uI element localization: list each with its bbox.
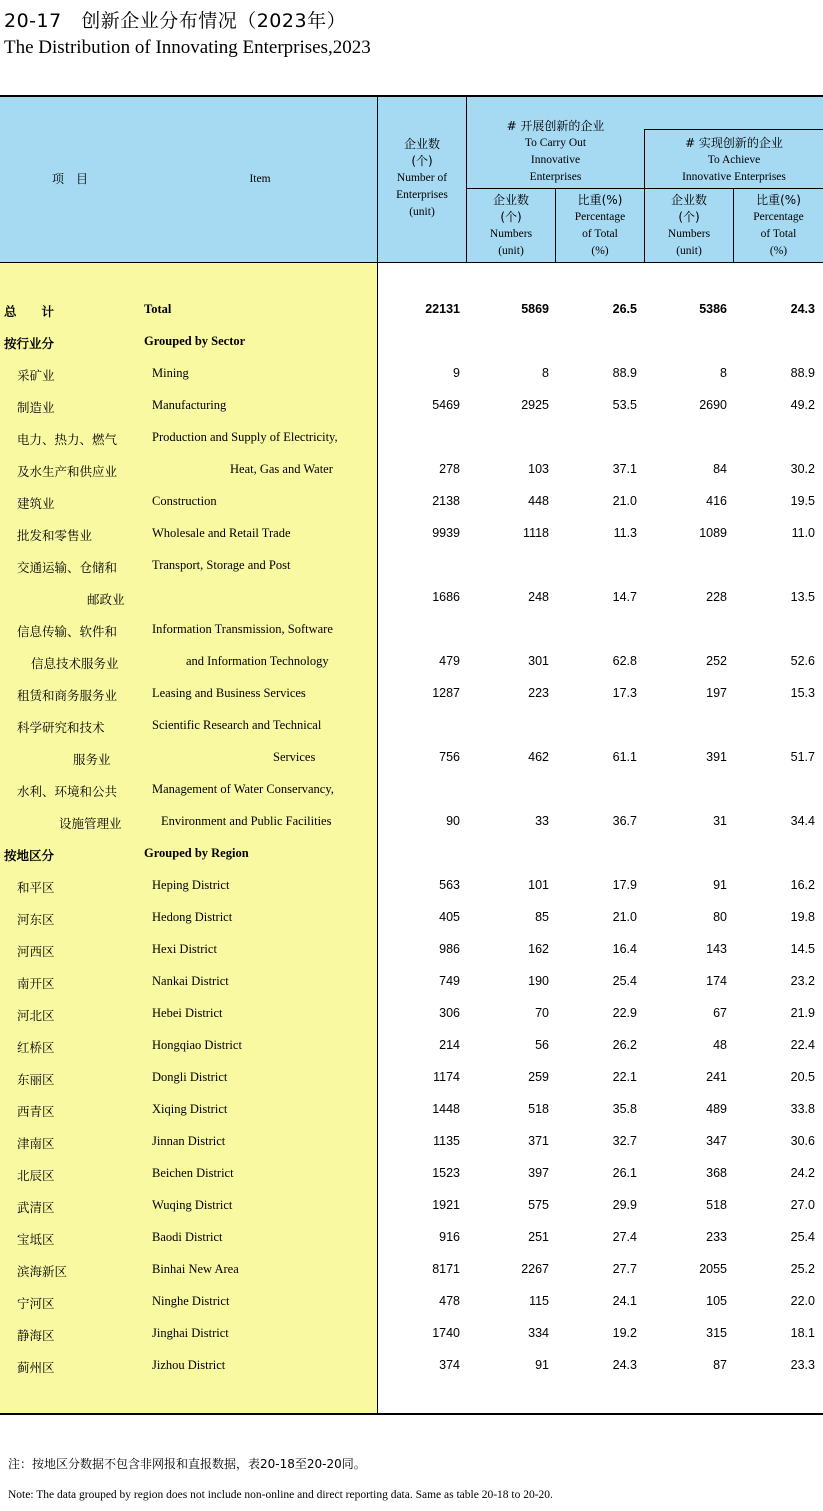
cell-carry-p: 88.9 — [612, 366, 637, 380]
cell-ach-n: 174 — [706, 974, 727, 988]
cell-carry-n: 371 — [528, 1134, 549, 1148]
row-label-cn: 按行业分 — [4, 336, 55, 351]
header-line: Innovative — [530, 154, 581, 166]
row-label-cn: 建筑业 — [17, 496, 55, 511]
cell-carry-p: 53.5 — [612, 398, 637, 412]
table-row — [0, 454, 823, 486]
cell-carry-p: 16.4 — [612, 942, 637, 956]
row-label-en: Management of Water Conservancy, — [152, 782, 334, 796]
cell-total: 749 — [439, 974, 460, 988]
row-label-cn: 电力、热力、燃气 — [17, 432, 118, 447]
header-line: of Total — [582, 228, 618, 240]
cell-carry-n: 251 — [528, 1230, 549, 1244]
row-label-en: Jizhou District — [152, 1358, 226, 1372]
row-label-en: Grouped by Region — [144, 846, 249, 860]
row-label-cn: 水利、环境和公共 — [17, 784, 118, 799]
header-line: of Total — [760, 228, 797, 240]
cell-carry-n: 2267 — [521, 1262, 549, 1276]
cell-carry-n: 575 — [528, 1198, 549, 1212]
row-label-en: Jinghai District — [152, 1326, 229, 1340]
header-line: 企业数 — [492, 193, 529, 207]
row-label-cn: 西青区 — [17, 1104, 55, 1119]
cell-ach-n: 8 — [720, 366, 727, 380]
cell-carry-p: 21.0 — [612, 494, 637, 508]
header-line: 比重(%) — [756, 193, 801, 207]
table-row — [0, 294, 823, 326]
row-label-en: Binhai New Area — [152, 1262, 239, 1276]
footnote-en: Note: The data grouped by region does not include non-online and direct reporting data. Same as table 20-18 to 20-20. — [8, 1489, 553, 1501]
table-row — [0, 1318, 823, 1350]
cell-carry-n: 115 — [529, 1294, 549, 1308]
cell-ach-p: 24.3 — [790, 302, 815, 316]
cell-ach-n: 80 — [713, 910, 727, 924]
row-label-cn: 北辰区 — [17, 1168, 55, 1183]
header-line: Enterprises — [396, 189, 448, 201]
cell-carry-p: 29.9 — [612, 1198, 637, 1212]
header-line: 企业数 — [670, 193, 707, 207]
cell-total: 478 — [439, 1294, 460, 1308]
cell-ach-p: 16.2 — [790, 878, 815, 892]
header-line: # 开展创新的企业 — [506, 119, 605, 133]
cell-total: 1135 — [433, 1134, 460, 1148]
cell-carry-n: 8 — [542, 366, 549, 380]
cell-ach-p: 24.2 — [790, 1166, 815, 1180]
row-label-en: Beichen District — [152, 1166, 234, 1180]
row-label-en: Jinnan District — [152, 1134, 226, 1148]
row-label-en: Hebei District — [152, 1006, 223, 1020]
cell-ach-n: 368 — [706, 1166, 727, 1180]
header-achieve-percentage — [734, 192, 823, 260]
cell-ach-p: 20.5 — [790, 1070, 815, 1084]
header-carry-percentage — [556, 192, 644, 260]
cell-total: 1287 — [432, 686, 460, 700]
cell-total: 306 — [439, 1006, 460, 1020]
row-label-cn: 服务业 — [73, 752, 111, 767]
row-label-cn: 红桥区 — [17, 1040, 55, 1055]
row-label-en: Heat, Gas and Water — [230, 462, 333, 476]
row-label-cn: 津南区 — [17, 1136, 55, 1151]
cell-total: 9939 — [432, 526, 460, 540]
table-row — [0, 1062, 823, 1094]
cell-carry-p: 27.4 — [612, 1230, 637, 1244]
footnote-cn: 注：按地区分数据不包含非网报和直报数据，表20-18至20-20同。 — [8, 1457, 366, 1471]
row-label-cn: 按地区分 — [4, 848, 55, 863]
header-line: (unit) — [409, 206, 435, 218]
cell-carry-n: 5869 — [521, 302, 549, 316]
cell-ach-p: 23.2 — [790, 974, 815, 988]
cell-ach-p: 19.5 — [790, 494, 815, 508]
cell-carry-n: 85 — [535, 910, 549, 924]
row-label-cn: 制造业 — [17, 400, 55, 415]
row-label-en: Hedong District — [152, 910, 233, 924]
cell-carry-p: 19.2 — [612, 1326, 637, 1340]
row-label-cn: 静海区 — [17, 1328, 55, 1343]
cell-ach-p: 23.3 — [790, 1358, 815, 1372]
cell-ach-p: 22.0 — [790, 1294, 815, 1308]
header-divider-subcols — [466, 188, 823, 189]
row-label-en: Transport, Storage and Post — [152, 558, 291, 572]
cell-ach-p: 13.5 — [790, 590, 815, 604]
header-line: To Achieve — [707, 154, 761, 166]
row-label-en: Grouped by Sector — [144, 334, 246, 348]
table-row — [0, 326, 823, 358]
cell-carry-n: 223 — [528, 686, 549, 700]
header-line: Enterprises — [529, 171, 582, 183]
table-top-rule — [0, 95, 823, 97]
cell-carry-n: 397 — [528, 1166, 549, 1180]
cell-ach-n: 5386 — [699, 302, 727, 316]
cell-total: 22131 — [425, 302, 460, 316]
cell-ach-p: 11.0 — [791, 526, 815, 540]
header-item-cn: 项 目 — [51, 172, 88, 186]
cell-carry-n: 162 — [528, 942, 549, 956]
cell-ach-n: 48 — [713, 1038, 727, 1052]
table-row — [0, 774, 823, 806]
cell-carry-p: 32.7 — [612, 1134, 637, 1148]
cell-ach-p: 49.2 — [790, 398, 815, 412]
cell-carry-n: 2925 — [521, 398, 549, 412]
row-label-en: Services — [273, 750, 316, 764]
cell-carry-p: 24.1 — [612, 1294, 637, 1308]
cell-ach-p: 21.9 — [790, 1006, 815, 1020]
cell-total: 916 — [439, 1230, 460, 1244]
cell-carry-p: 26.2 — [612, 1038, 637, 1052]
cell-total: 5469 — [432, 398, 460, 412]
cell-total: 1448 — [432, 1102, 460, 1116]
cell-total: 1921 — [432, 1198, 460, 1212]
table-row — [0, 358, 823, 390]
page-title-cn: 20-17 创新企业分布情况（2023年） — [4, 10, 347, 32]
table-row — [0, 1222, 823, 1254]
table-row — [0, 518, 823, 550]
cell-ach-n: 416 — [706, 494, 727, 508]
cell-carry-p: 26.5 — [612, 302, 637, 316]
row-label-en: Hongqiao District — [152, 1038, 242, 1052]
cell-carry-p: 17.3 — [612, 686, 637, 700]
table-row — [0, 646, 823, 678]
table-row — [0, 902, 823, 934]
cell-carry-n: 448 — [528, 494, 549, 508]
cell-ach-p: 88.9 — [790, 366, 815, 380]
table-row — [0, 1126, 823, 1158]
row-label-cn: 批发和零售业 — [17, 528, 93, 543]
row-label-cn: 科学研究和技术 — [17, 720, 105, 735]
table-row — [0, 422, 823, 454]
header-line: (个) — [500, 210, 522, 224]
cell-ach-n: 105 — [706, 1294, 727, 1308]
cell-carry-p: 11.3 — [613, 526, 637, 540]
cell-total: 1174 — [433, 1070, 460, 1084]
row-label-cn: 设施管理业 — [59, 816, 122, 831]
cell-carry-p: 21.0 — [612, 910, 637, 924]
table-row — [0, 678, 823, 710]
table-row — [0, 710, 823, 742]
row-label-cn: 信息传输、软件和 — [17, 624, 118, 639]
cell-ach-p: 22.4 — [790, 1038, 815, 1052]
cell-ach-n: 87 — [713, 1358, 727, 1372]
row-label-cn: 及水生产和供应业 — [17, 464, 118, 479]
cell-ach-p: 19.8 — [790, 910, 815, 924]
cell-carry-n: 1118 — [523, 526, 549, 540]
row-label-en: Total — [144, 302, 172, 316]
cell-ach-n: 67 — [713, 1006, 727, 1020]
row-label-en: Production and Supply of Electricity, — [152, 430, 338, 444]
cell-ach-n: 315 — [706, 1326, 727, 1340]
header-carry-numbers — [467, 192, 555, 260]
row-label-en: Wholesale and Retail Trade — [152, 526, 291, 540]
cell-ach-n: 91 — [713, 878, 727, 892]
row-label-en: Scientific Research and Technical — [152, 718, 322, 732]
cell-carry-n: 91 — [535, 1358, 549, 1372]
cell-ach-n: 31 — [713, 814, 727, 828]
table-row — [0, 582, 823, 614]
row-label-en: Environment and Public Facilities — [161, 814, 332, 828]
cell-ach-n: 233 — [706, 1230, 727, 1244]
row-label-cn: 蓟州区 — [17, 1360, 55, 1375]
cell-carry-p: 22.1 — [612, 1070, 637, 1084]
cell-total: 756 — [439, 750, 460, 764]
header-number-of-enterprises — [378, 136, 466, 221]
cell-carry-p: 26.1 — [612, 1166, 637, 1180]
table-row — [0, 1350, 823, 1382]
cell-ach-p: 25.4 — [790, 1230, 815, 1244]
table-row — [0, 1030, 823, 1062]
cell-total: 214 — [439, 1038, 460, 1052]
row-label-en: Xiqing District — [152, 1102, 228, 1116]
header-line: 企业数 — [403, 137, 440, 151]
cell-carry-p: 61.1 — [612, 750, 637, 764]
table-row — [0, 550, 823, 582]
cell-ach-p: 25.2 — [790, 1262, 815, 1276]
header-line: Percentage — [753, 211, 804, 223]
row-label-en: Manufacturing — [152, 398, 227, 412]
cell-carry-p: 24.3 — [612, 1358, 637, 1372]
row-label-en: Dongli District — [152, 1070, 228, 1084]
row-label-en: Wuqing District — [152, 1198, 233, 1212]
row-label-en: Leasing and Business Services — [152, 686, 306, 700]
cell-carry-p: 22.9 — [612, 1006, 637, 1020]
cell-ach-n: 197 — [706, 686, 727, 700]
header-line: (%) — [591, 245, 609, 257]
row-label-cn: 和平区 — [17, 880, 55, 895]
table-row — [0, 1286, 823, 1318]
header-line: (个) — [678, 210, 700, 224]
table-row — [0, 1094, 823, 1126]
cell-ach-n: 143 — [706, 942, 727, 956]
cell-carry-n: 248 — [528, 590, 549, 604]
cell-ach-n: 347 — [706, 1134, 727, 1148]
header-line: To Carry Out — [524, 137, 587, 149]
cell-carry-p: 27.7 — [612, 1262, 637, 1276]
table-row — [0, 1254, 823, 1286]
cell-ach-n: 228 — [706, 590, 727, 604]
cell-carry-n: 190 — [528, 974, 549, 988]
header-line: 比重(%) — [577, 193, 623, 207]
row-label-en: Hexi District — [152, 942, 217, 956]
cell-carry-n: 462 — [528, 750, 549, 764]
cell-carry-p: 25.4 — [612, 974, 637, 988]
row-label-cn: 南开区 — [17, 976, 55, 991]
row-label-cn: 总 计 — [4, 304, 55, 319]
table-row — [0, 1190, 823, 1222]
table-row — [0, 1158, 823, 1190]
table-row — [0, 742, 823, 774]
row-label-cn: 河西区 — [17, 944, 55, 959]
row-label-en: Construction — [152, 494, 217, 508]
cell-carry-p: 37.1 — [612, 462, 637, 476]
cell-ach-p: 52.6 — [790, 654, 815, 668]
table-row — [0, 806, 823, 838]
header-line: Numbers — [489, 228, 533, 240]
table-row — [0, 390, 823, 422]
row-label-en: Ninghe District — [152, 1294, 230, 1308]
row-label-en: Mining — [152, 366, 189, 380]
cell-total: 9 — [453, 366, 460, 380]
cell-ach-n: 518 — [706, 1198, 727, 1212]
cell-carry-n: 103 — [528, 462, 549, 476]
row-label-cn: 邮政业 — [87, 592, 125, 607]
row-label-en: Heping District — [152, 878, 230, 892]
header-divider-achieve-top — [644, 129, 823, 130]
cell-total: 8171 — [432, 1262, 460, 1276]
table-row — [0, 934, 823, 966]
cell-total: 563 — [439, 878, 460, 892]
cell-ach-n: 241 — [706, 1070, 727, 1084]
cell-carry-n: 56 — [535, 1038, 549, 1052]
header-line: Numbers — [667, 228, 711, 240]
cell-ach-p: 34.4 — [790, 814, 815, 828]
cell-ach-p: 33.8 — [790, 1102, 815, 1116]
cell-carry-n: 101 — [528, 878, 549, 892]
row-label-cn: 宝坻区 — [17, 1232, 55, 1247]
cell-carry-p: 17.9 — [612, 878, 637, 892]
row-label-en: and Information Technology — [186, 654, 329, 668]
cell-ach-p: 14.5 — [790, 942, 815, 956]
cell-carry-p: 36.7 — [612, 814, 637, 828]
cell-ach-p: 51.7 — [790, 750, 815, 764]
cell-ach-p: 15.3 — [790, 686, 815, 700]
cell-carry-n: 518 — [528, 1102, 549, 1116]
cell-carry-n: 70 — [535, 1006, 549, 1020]
row-label-cn: 租赁和商务服务业 — [17, 688, 118, 703]
row-label-en: Baodi District — [152, 1230, 223, 1244]
row-label-cn: 交通运输、仓储和 — [17, 560, 118, 575]
row-label-en: Nankai District — [152, 974, 229, 988]
header-line: (unit) — [676, 245, 702, 257]
row-label-cn: 宁河区 — [17, 1296, 55, 1311]
table-row — [0, 838, 823, 870]
cell-ach-n: 2690 — [699, 398, 727, 412]
header-line: Percentage — [574, 211, 626, 223]
cell-total: 405 — [439, 910, 460, 924]
cell-ach-n: 489 — [706, 1102, 727, 1116]
header-achieve-innovative — [645, 135, 823, 186]
cell-carry-n: 334 — [528, 1326, 549, 1340]
cell-total: 374 — [439, 1358, 460, 1372]
table-row — [0, 486, 823, 518]
cell-ach-n: 252 — [706, 654, 727, 668]
cell-carry-n: 259 — [528, 1070, 549, 1084]
cell-ach-n: 1089 — [699, 526, 727, 540]
cell-total: 1523 — [432, 1166, 460, 1180]
cell-total: 1740 — [432, 1326, 460, 1340]
cell-total: 986 — [439, 942, 460, 956]
header-carry-out-innovative — [467, 118, 644, 186]
cell-carry-n: 33 — [535, 814, 549, 828]
row-label-cn: 采矿业 — [17, 368, 55, 383]
cell-carry-p: 35.8 — [612, 1102, 637, 1116]
row-label-cn: 信息技术服务业 — [31, 656, 119, 671]
table-row — [0, 870, 823, 902]
cell-ach-n: 391 — [706, 750, 727, 764]
cell-ach-n: 84 — [713, 462, 727, 476]
table-row — [0, 966, 823, 998]
cell-carry-p: 14.7 — [612, 590, 637, 604]
header-line: (%) — [769, 245, 788, 257]
header-line: Number of — [396, 172, 448, 184]
row-label-en: Information Transmission, Software — [152, 622, 333, 636]
cell-total: 479 — [439, 654, 460, 668]
table-row — [0, 998, 823, 1030]
row-label-cn: 河东区 — [17, 912, 55, 927]
header-line: # 实现创新的企业 — [685, 136, 783, 150]
cell-ach-p: 18.1 — [790, 1326, 815, 1340]
row-label-cn: 武清区 — [17, 1200, 55, 1215]
table-bottom-rule — [0, 1413, 823, 1415]
row-label-cn: 滨海新区 — [17, 1264, 68, 1279]
header-bottom-rule — [0, 262, 823, 263]
header-line: Innovative Enterprises — [682, 171, 786, 183]
cell-total: 90 — [446, 814, 460, 828]
cell-carry-n: 301 — [528, 654, 549, 668]
row-label-cn: 东丽区 — [17, 1072, 55, 1087]
cell-ach-p: 30.2 — [790, 462, 815, 476]
header-item-en: Item — [249, 173, 271, 185]
cell-total: 1686 — [432, 590, 460, 604]
cell-ach-p: 27.0 — [790, 1198, 815, 1212]
header-line: (个) — [411, 154, 433, 168]
cell-total: 278 — [439, 462, 460, 476]
table-row — [0, 614, 823, 646]
cell-carry-p: 62.8 — [612, 654, 637, 668]
page-title-en: The Distribution of Innovating Enterprises,2023 — [4, 37, 371, 58]
row-label-cn: 河北区 — [17, 1008, 55, 1023]
header-achieve-numbers — [645, 192, 733, 260]
cell-ach-n: 2055 — [699, 1262, 727, 1276]
cell-ach-p: 30.6 — [790, 1134, 815, 1148]
header-line: (unit) — [498, 245, 524, 257]
cell-total: 2138 — [432, 494, 460, 508]
